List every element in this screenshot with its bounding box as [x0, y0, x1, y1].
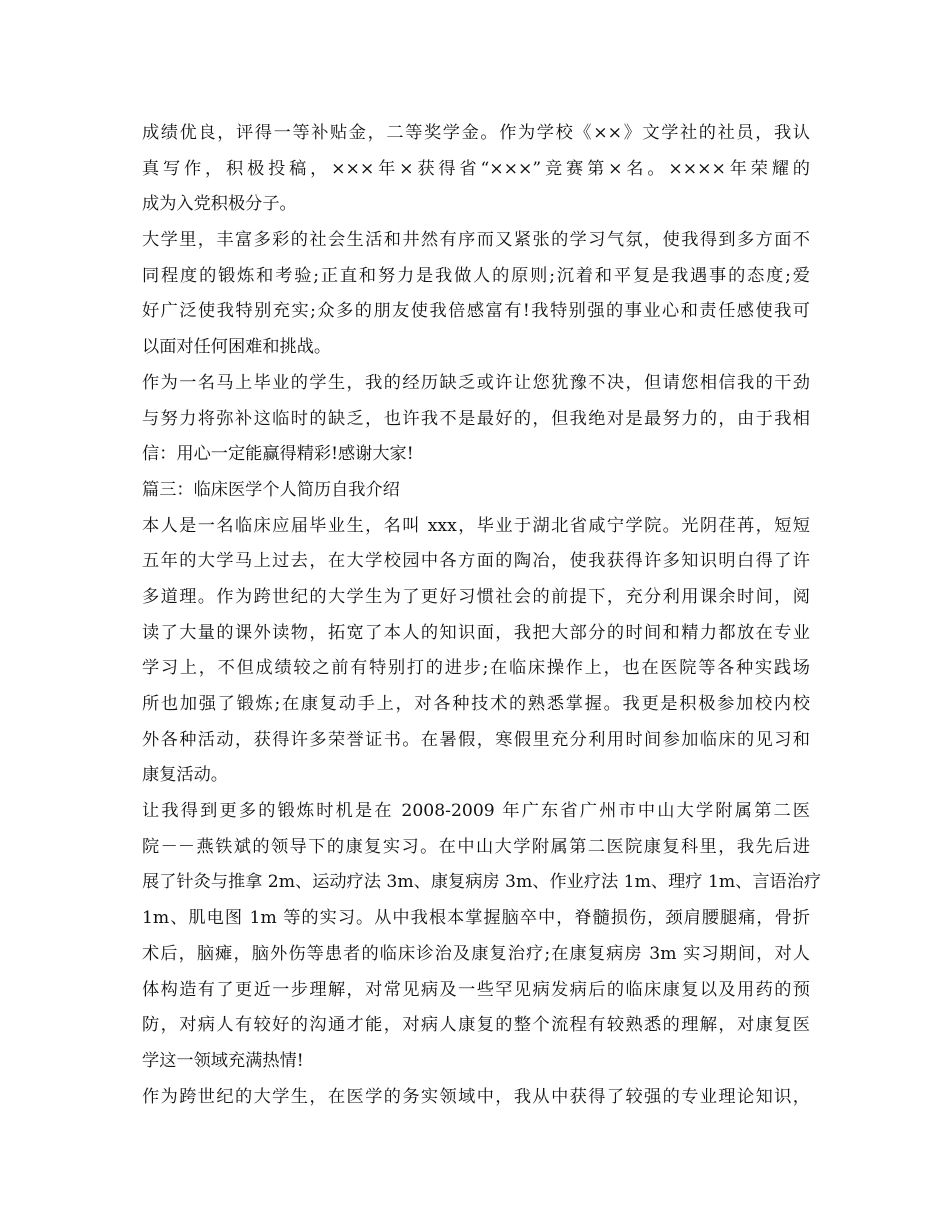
- text-line: 信：用心一定能赢得精彩!感谢大家!: [142, 444, 414, 465]
- text-line: 体构造有了更近一步理解，对常见病及一些罕见病发病后的临床康复以及用药的预: [142, 979, 810, 1000]
- text-line: 让我得到更多的锻炼时机是在 2008-2009 年广东省广州市中山大学附属第二医: [142, 801, 810, 822]
- text-line: 五年的大学马上过去，在大学校园中各方面的陶冶，使我获得许多知识明白得了许: [142, 551, 810, 572]
- document-body: [142, 116, 822, 1115]
- text-line: 本人是一名临床应届毕业生，名叫 xxx，毕业于湖北省咸宁学院。光阴荏苒，短短: [142, 515, 810, 536]
- text-line: 作为一名马上毕业的学生，我的经历缺乏或许让您犹豫不决，但请您相信我的干劲: [142, 372, 810, 393]
- text-line: 以面对任何困难和挑战。: [142, 337, 332, 358]
- text-line: 防，对病人有较好的沟通才能，对病人康复的整个流程有较熟悉的理解，对康复医: [142, 1015, 810, 1036]
- text-line: 好广泛使我特别充实;众多的朋友使我倍感富有!我特别强的事业心和责任感使我可: [142, 301, 810, 322]
- text-line: 作为跨世纪的大学生，在医学的务实领域中，我从中获得了较强的专业理论知识，: [142, 1086, 810, 1107]
- text-line: 外各种活动，获得许多荣誉证书。在暑假，寒假里充分利用时间参加临床的见习和: [142, 729, 810, 750]
- text-line: 同程度的锻炼和考验;正直和努力是我做人的原则;沉着和平复是我遇事的态度;爱: [142, 265, 810, 286]
- text-line: 多道理。作为跨世纪的大学生为了更好习惯社会的前提下，充分利用课余时间，阅: [142, 586, 810, 607]
- text-line: 与努力将弥补这临时的缺乏，也许我不是最好的，但我绝对是最努力的，由于我相: [142, 408, 810, 429]
- text-line: 篇三：临床医学个人简历自我介绍: [142, 479, 400, 500]
- text-line: 成为入党积极分子。: [142, 194, 297, 215]
- text-line: 学习上，不但成绩较之前有特别打的进步;在临床操作上，也在医院等各种实践场: [142, 658, 810, 679]
- text-line: 康复活动。: [142, 765, 228, 786]
- text-line: 读了大量的课外读物，拓宽了本人的知识面，我把大部分的时间和精力都放在专业: [142, 622, 810, 643]
- text-line: 学这一领域充满热情!: [142, 1050, 304, 1071]
- text-line: 展了针灸与推拿 2m、运动疗法 3m、康复病房 3m、作业疗法 1m、理疗 1m、言语治疗: [142, 872, 822, 893]
- text-line: 所也加强了锻炼;在康复动手上，对各种技术的熟悉掌握。我更是积极参加校内校: [142, 694, 810, 714]
- text-line: 成绩优良，评得一等补贴金，二等奖学金。作为学校《××》文学社的社员，我认: [142, 123, 810, 143]
- text-line: 1m、肌电图 1m 等的实习。从中我根本掌握脑卒中，脊髓损伤，颈肩腰腿痛，骨折: [142, 908, 810, 929]
- text-line: 术后，脑瘫，脑外伤等患者的临床诊治及康复治疗;在康复病房 3m 实习期间，对人: [142, 943, 810, 964]
- text-line: 大学里，丰富多彩的社会生活和井然有序而又紧张的学习气氛，使我得到多方面不: [142, 230, 810, 251]
- text-line: 院－－燕铁斌的领导下的康复实习。在中山大学附属第二医院康复科里，我先后进: [142, 836, 810, 857]
- text-line: 真写作，积极投稿，×××年×获得省“×××”竞赛第×名。××××年荣耀的: [142, 158, 810, 179]
